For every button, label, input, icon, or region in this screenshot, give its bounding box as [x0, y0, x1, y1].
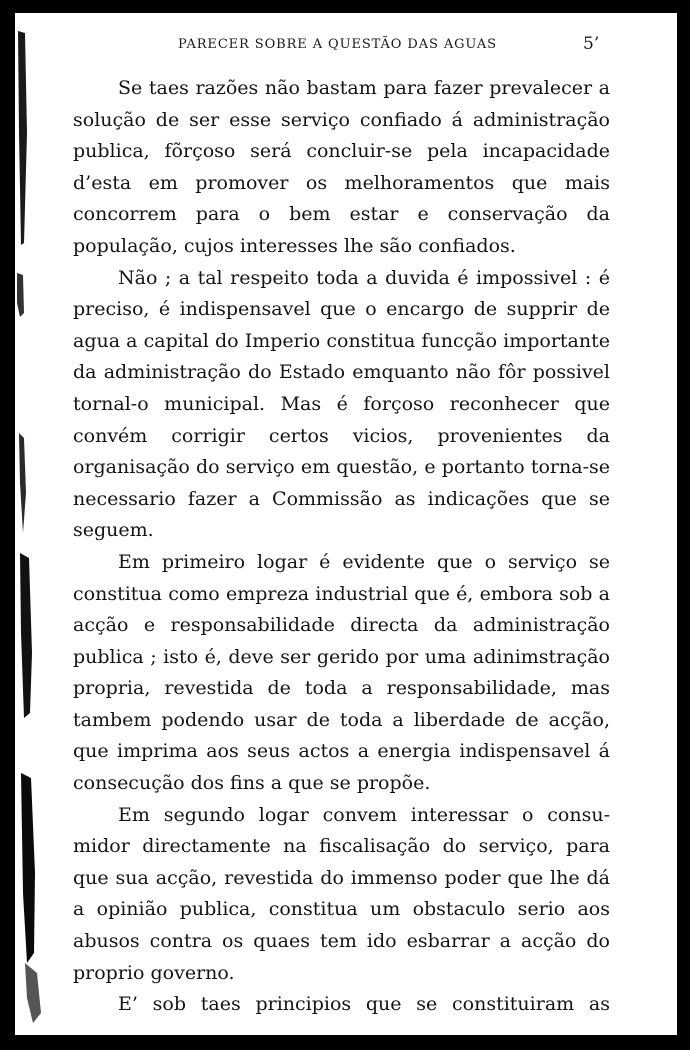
paragraph-5: E’ sob taes principios que se constituiram as	[118, 993, 610, 1016]
running-header	[15, 34, 677, 59]
body-text	[73, 73, 610, 1021]
paragraph-1: Se taes razões não bastam para fazer prevalecer a solução de ser esse serviço confiado á administração publica, fõrçoso será concluir-se pela incapacidade d’esta em promover os melhoramentos que mais concorrem para o bem estar e conservação da população, cujos interesses lhe são confiados.	[73, 77, 610, 257]
page-number: 5’	[583, 34, 600, 54]
book-page	[15, 13, 677, 1035]
paragraph-3: Em primeiro logar é evidente que o serviço se constitua como empreza industrial que é, embora sob a acção e responsabilidade directa da administração publica ; isto é, deve ser gerido por uma adinimstração propria, revestida de toda a responsabilidade, mas tambem podendo usar de toda a liberdade de acção, que imprima aos seus actos a energia indispensavel á consecução dos fins a que se propõe.	[73, 550, 610, 795]
page-edge-shadow	[15, 13, 49, 1035]
paragraph-2: Não ; a tal respeito toda a duvida é impossivel : é preciso, é indispensavel que o encargo de supprir de agua a capital do Imperio constitua funcção importante da administração do Estado emquanto não fôr possivel tornal-o municipal. Mas é forçoso reconhecer que convém corrigir certos vicios, provenientes da organisação do serviço em questão, e portanto torna-se necessario fazer a Commissão as indicações que se seguem.	[73, 266, 610, 542]
paragraph-4: Em segundo logar convem interessar o consumidor directamente na fiscalisação do serviço, para que sua acção, revestida do immenso poder que lhe dá a opinião publica, constitua um obstaculo serio aos abusos contra os quaes tem ido esbarrar a acção do proprio governo.	[73, 803, 610, 984]
running-title: PARECER SOBRE A QUESTÃO DAS AGUAS	[178, 37, 497, 52]
